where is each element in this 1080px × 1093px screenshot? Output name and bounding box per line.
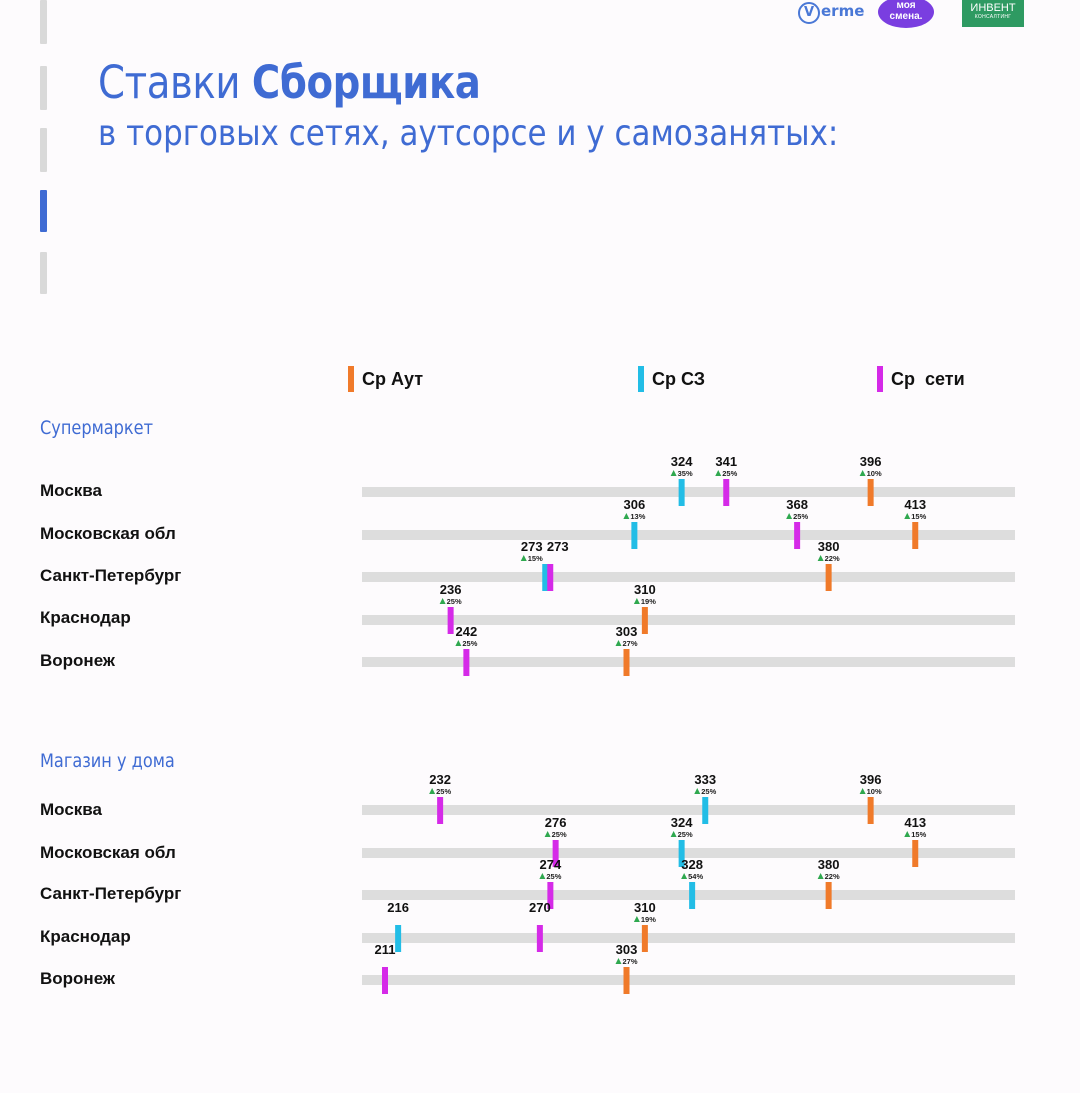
growth-label-seti: 25% [446,597,462,606]
growth-label-aut: 10% [866,787,882,796]
growth-arrow-icon [860,470,866,476]
value-label-sz: 273 [520,539,543,554]
growth-label-aut: 27% [622,957,638,966]
growth-arrow-icon [634,598,640,604]
growth-arrow-icon [786,513,792,519]
page-subtitle: в торговых сетях, аутсорсе и у самозанятых: [98,113,839,154]
row-track [362,890,1015,900]
growth-arrow-icon [818,555,824,561]
growth-label-sz: 25% [677,830,693,839]
growth-arrow-icon [545,831,551,837]
growth-label-sz: 15% [527,554,543,563]
value-label-aut: 396 [859,772,882,787]
growth-arrow-icon [904,513,910,519]
marker-aut [912,522,918,549]
value-label-seti: 368 [786,497,808,512]
growth-label-aut: 22% [824,872,840,881]
value-label-seti: 273 [546,539,569,554]
value-label-aut: 396 [859,454,882,469]
row-label: Санкт-Петербург [40,566,182,585]
row-track [362,975,1015,985]
growth-label-sz: 35% [677,469,693,478]
row-label: Московская обл [40,524,176,543]
row-label: Воронеж [40,969,115,988]
value-label-sz: 333 [694,772,717,787]
value-label-sz: 324 [670,815,693,830]
growth-arrow-icon [634,916,640,922]
marker-seti [382,967,388,994]
marker-seti [463,649,469,676]
growth-label-aut: 10% [866,469,882,478]
moya-smena-logo: моя смена. [878,0,934,28]
section-title-supermarket: Супермаркет [40,417,154,439]
marker-aut [826,564,832,591]
growth-label-aut: 27% [622,639,638,648]
growth-label-aut: 19% [640,915,656,924]
growth-arrow-icon [616,640,622,646]
growth-label-seti: 25% [436,787,452,796]
marker-sz [395,925,401,952]
marker-aut [642,925,648,952]
row-track [362,805,1015,815]
growth-arrow-icon [440,598,446,604]
value-label-aut: 413 [904,497,927,512]
value-label-sz: 324 [670,454,693,469]
value-label-seti: 211 [374,942,396,957]
growth-arrow-icon [671,470,677,476]
verme-logo: V erme [798,2,864,24]
marker-sz [689,882,695,909]
marker-seti [794,522,800,549]
row-track [362,487,1015,497]
value-label-aut: 303 [615,942,638,957]
marker-seti [437,797,443,824]
growth-label-aut: 15% [911,512,927,521]
growth-label-aut: 19% [640,597,656,606]
growth-label-sz: 25% [701,787,717,796]
marker-seti [448,607,454,634]
growth-arrow-icon [521,555,527,561]
section-title-convenience: Магазин у дома [40,750,175,772]
growth-arrow-icon [455,640,461,646]
row-label: Московская обл [40,843,176,862]
growth-arrow-icon [860,788,866,794]
growth-label-seti: 25% [462,639,478,648]
growth-arrow-icon [616,958,622,964]
page-title: Ставки Сборщика [98,56,481,109]
marker-sz [631,522,637,549]
row-track [362,933,1015,943]
growth-arrow-icon [681,873,687,879]
growth-label-seti: 25% [551,830,567,839]
growth-arrow-icon [715,470,721,476]
row-label: Санкт-Петербург [40,884,182,903]
marker-seti [547,564,553,591]
growth-arrow-icon [818,873,824,879]
invent-consulting-logo: ИНВЕНТ КОНСАЛТИНГ [962,0,1024,27]
marker-aut [624,967,630,994]
legend-label-aut: Ср Аут [362,368,424,389]
marker-aut [826,882,832,909]
value-label-aut: 413 [904,815,927,830]
growth-arrow-icon [671,831,677,837]
value-label-aut: 380 [817,539,840,554]
marker-sz [702,797,708,824]
value-label-seti: 276 [544,815,567,830]
growth-label-aut: 22% [824,554,840,563]
growth-arrow-icon [904,831,910,837]
row-track [362,657,1015,667]
legend-label-seti: Ср сети [891,368,965,389]
marker-aut [868,797,874,824]
value-label-sz: 216 [387,900,409,915]
growth-label-aut: 15% [911,830,927,839]
growth-label-seti: 25% [546,872,562,881]
growth-label-sz: 13% [630,512,646,521]
value-label-seti: 341 [715,454,738,469]
value-label-seti: 270 [529,900,551,915]
row-label: Краснодар [40,927,131,946]
marker-aut [912,840,918,867]
marker-seti [537,925,543,952]
row-label: Москва [40,481,102,500]
value-label-sz: 328 [681,857,703,872]
growth-arrow-icon [429,788,435,794]
value-label-sz: 306 [623,497,646,512]
growth-arrow-icon [623,513,629,519]
growth-arrow-icon [539,873,545,879]
value-label-seti: 274 [539,857,562,872]
value-label-aut: 310 [634,582,656,597]
marker-aut [868,479,874,506]
growth-label-seti: 25% [793,512,809,521]
marker-sz [679,479,685,506]
marker-aut [642,607,648,634]
marker-seti [723,479,729,506]
row-track [362,572,1015,582]
row-label: Краснодар [40,608,131,627]
value-label-seti: 236 [439,582,462,597]
growth-arrow-icon [694,788,700,794]
value-label-seti: 232 [429,772,451,787]
value-label-aut: 303 [615,624,638,639]
growth-label-seti: 25% [722,469,738,478]
marker-aut [624,649,630,676]
row-label: Москва [40,800,102,819]
value-label-aut: 310 [634,900,656,915]
value-label-seti: 242 [455,624,478,639]
row-label: Воронеж [40,651,115,670]
legend-label-sz: Ср СЗ [652,368,706,389]
value-label-aut: 380 [817,857,840,872]
growth-label-sz: 54% [688,872,704,881]
